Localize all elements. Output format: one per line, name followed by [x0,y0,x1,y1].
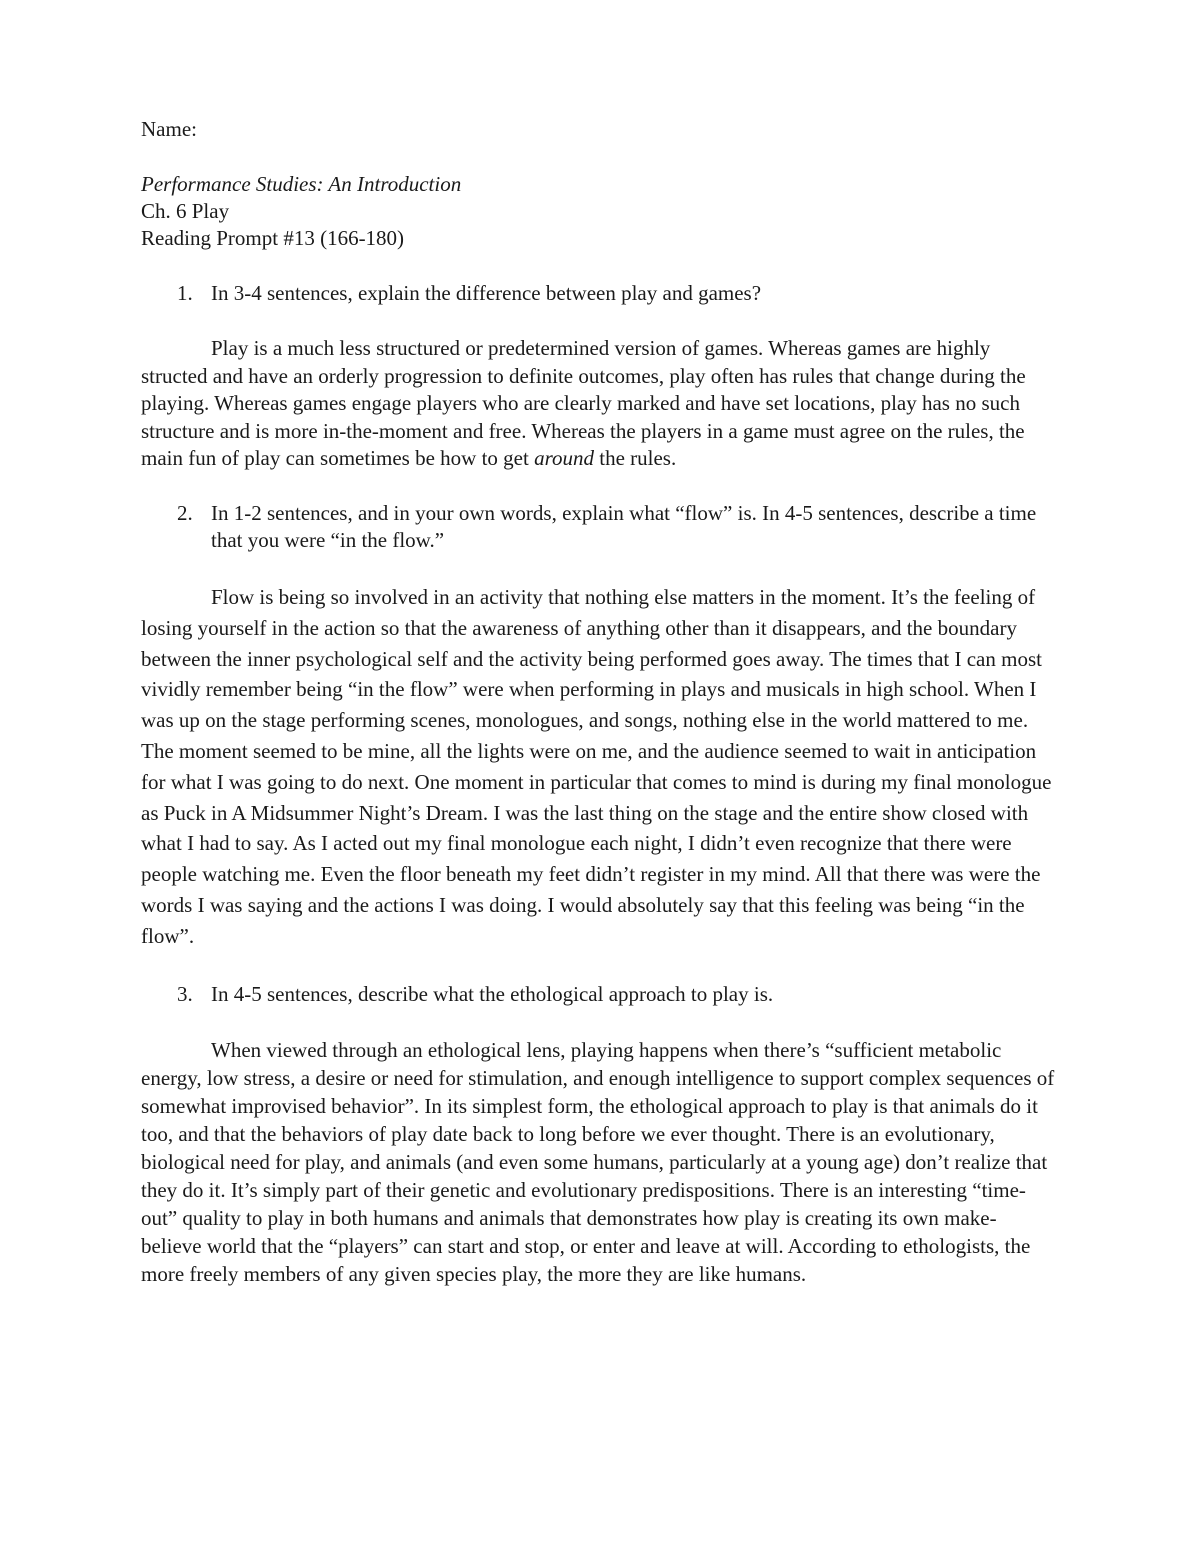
question-2 [141,500,1056,554]
answer-1-text: Play is a much less structured or predetermined version of games. Whereas games are highly structed and have an orderly progression to definite outcomes, play often has rules that change during the playing. Whereas games engage players who are clearly marked and have set locations, play has no such structure and is more in-the-moment and free. Whereas the players in a game must agree on the rules, the main fun of play can sometimes be how to get [141,336,1026,471]
answer-1-emphasis: around [534,446,594,471]
answer-3: When viewed through an ethological lens, playing happens when there’s “sufficient metabolic energy, low stress, a desire or need for stimulation, and enough intelligence to support complex sequences of somewhat improvised behavior”. In its simplest form, the ethological approach to play is that animals do it too, and that the behaviors of play date back to long before we ever thought. There is an evolutionary, biological need for play, and animals (and even some humans, particularly at a young age) don’t realize that they do it. It’s simply part of their genetic and evolutionary predispositions. There is an interesting “time-out” quality to play in both humans and animals that demonstrates how play is creating its own make-believe world that the “players” can start and stop, or enter and leave at will. According to ethologists, the more freely members of any given species play, the more they are like humans. [141,1037,1055,1286]
question-2-text: In 1-2 sentences, and in your own words, explain what “flow” is. In 4-5 sentences, describe a time that you were “in the flow.” [211,500,1037,552]
book-title: Performance Studies: An Introduction [141,172,462,196]
question-3 [141,981,1056,1008]
answer-1 [141,335,1056,473]
question-2-number: 2. [177,500,193,525]
question-3-number: 3. [177,981,193,1006]
question-1 [141,280,1056,307]
chapter-label: Ch. 6 Play [141,199,230,223]
header-block [141,171,1056,252]
prompt-label: Reading Prompt #13 (166-180) [141,226,405,250]
answer-1-text-end: the rules. [593,446,677,471]
name-label: Name: [141,117,197,141]
question-3-text: In 4-5 sentences, describe what the ethological approach to play is. [211,981,774,1006]
answer-2: Flow is being so involved in an activity that nothing else matters in the moment. It’s the feeling of losing yourself in the action so that the awareness of anything other than it disappears, and the boundary between the inner psychological self and the activity being performed goes away. The times that I can most vividly remember being “in the flow” were when performing in plays and musicals in high school. When I was up on the stage performing scenes, monologues, and songs, nothing else in the world mattered to me. The moment seemed to be mine, all the lights were on me, and the audience seemed to wait in anticipation for what I was going to do next. One moment in particular that comes to mind is during my final monologue as Puck in A Midsummer Night’s Dream. I was the last thing on the stage and the entire show closed with what I had to say. As I acted out my final monologue each night, I didn’t even recognize that there were people watching me. Even the floor beneath my feet didn’t register in my mind. All that there was were the words I was saying and the actions I was doing. I would absolutely say that this feeling was being “in the flow”. [141,584,1052,948]
question-1-number: 1. [177,281,193,305]
document-page [141,116,1056,1288]
question-1-text: In 3-4 sentences, explain the difference between play and games? [211,281,762,305]
